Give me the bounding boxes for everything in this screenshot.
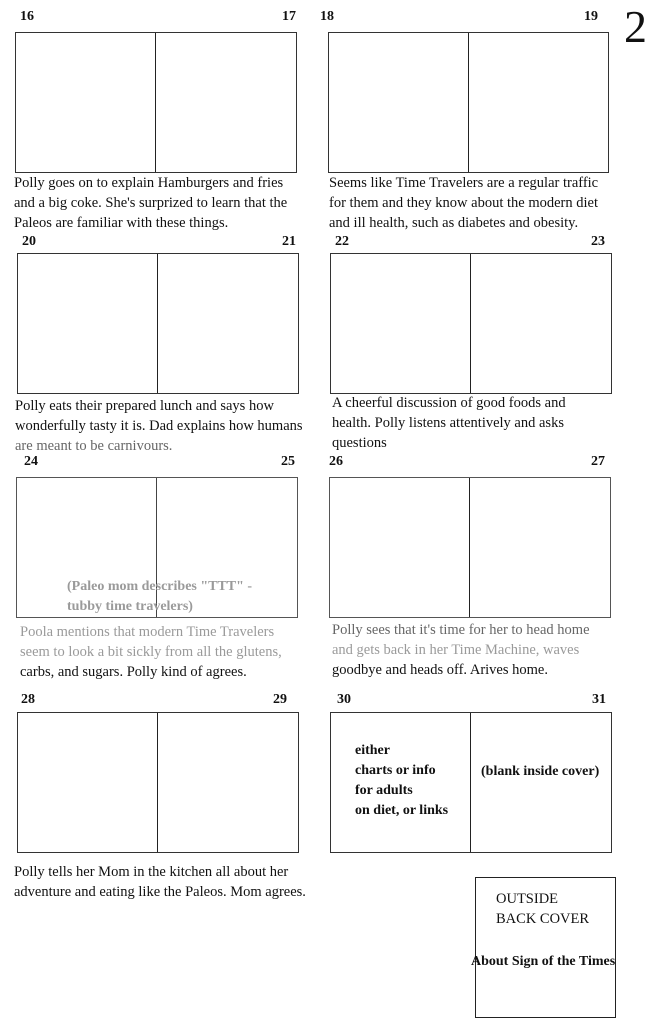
caption-line: Polly tells her Mom in the kitchen all about her xyxy=(14,864,289,880)
spread-22-23 xyxy=(330,253,612,394)
page-number-left: 18 xyxy=(320,9,334,24)
caption-line: Seems like Time Travelers are a regular traffic xyxy=(329,175,599,191)
note-line: tubby time travelers) xyxy=(67,599,193,614)
note-line: charts or info xyxy=(355,763,436,778)
caption-20-21 xyxy=(15,396,303,456)
note-line: either xyxy=(355,743,390,758)
caption-line: adventure and eating like the Paleos. Mom agrees. xyxy=(14,884,306,900)
caption-28-29 xyxy=(14,862,306,902)
caption-line: health. Polly listens attentively and asks xyxy=(332,415,564,431)
caption-26-27 xyxy=(332,620,590,680)
page-divider xyxy=(469,478,470,617)
page-number-left: 30 xyxy=(337,692,351,707)
title-line: OUTSIDE xyxy=(496,891,559,907)
page-divider xyxy=(157,713,158,852)
caption-line: Poola mentions that modern Time Travelers xyxy=(20,624,275,640)
caption-line: A cheerful discussion of good foods and xyxy=(332,395,566,411)
page-number-left: 26 xyxy=(329,454,343,469)
note-line: for adults xyxy=(355,783,413,798)
page-number-right: 31 xyxy=(592,692,606,707)
note-line: (Paleo mom describes "TTT" - xyxy=(67,579,253,594)
back-cover-subtitle: About Sign of the Times xyxy=(471,954,616,969)
caption-22-23 xyxy=(332,393,566,453)
inner-note-24-25 xyxy=(67,577,252,617)
page-number-right: 19 xyxy=(584,9,598,24)
caption-line: Polly goes on to explain Hamburgers and fries xyxy=(14,175,284,191)
spread-26-27 xyxy=(329,477,611,618)
page-divider xyxy=(470,254,471,393)
back-cover-title xyxy=(496,889,589,929)
caption-18-19 xyxy=(329,173,598,233)
caption-line: Paleos are familiar with these things. xyxy=(14,215,229,231)
page-number-left: 28 xyxy=(21,692,35,707)
caption-line: for them and they know about the modern diet xyxy=(329,195,598,211)
note-line: on diet, or links xyxy=(355,803,449,818)
caption-16-17 xyxy=(14,173,287,233)
inside-cover-note: (blank inside cover) xyxy=(481,764,600,779)
caption-line: carbs, and sugars. Polly kind of agrees. xyxy=(20,664,247,680)
sheet-number: 2 xyxy=(624,1,647,52)
page-number-right: 27 xyxy=(591,454,605,469)
caption-line: and a big coke. She's surprized to learn that the xyxy=(14,195,288,211)
caption-line: seem to look a bit sickly from all the glutens, xyxy=(20,644,282,660)
back-matter-note xyxy=(355,741,448,821)
caption-line: Polly eats their prepared lunch and says how xyxy=(15,398,274,414)
caption-line: goodbye and heads off. Arives home. xyxy=(332,662,548,678)
caption-line: Polly sees that it's time for her to head home xyxy=(332,622,590,638)
page-number-left: 20 xyxy=(22,234,36,249)
spread-18-19 xyxy=(328,32,609,173)
caption-line: and gets back in her Time Machine, waves xyxy=(332,642,580,658)
page-number-right: 29 xyxy=(273,692,287,707)
page-number-left: 16 xyxy=(20,9,34,24)
page-divider xyxy=(468,33,469,172)
caption-line: are meant to be carnivours. xyxy=(15,438,173,454)
page-number-right: 17 xyxy=(282,9,296,24)
title-line: BACK COVER xyxy=(496,911,590,927)
page-number-left: 22 xyxy=(335,234,349,249)
page-divider xyxy=(155,33,156,172)
caption-line: wonderfully tasty it is. Dad explains how humans xyxy=(15,418,303,434)
page-divider xyxy=(157,254,158,393)
caption-line: and ill health, such as diabetes and obesity. xyxy=(329,215,579,231)
caption-line: questions xyxy=(332,435,387,451)
page-number-left: 24 xyxy=(24,454,38,469)
page-number-right: 21 xyxy=(282,234,296,249)
spread-20-21 xyxy=(17,253,299,394)
spread-16-17 xyxy=(15,32,297,173)
spread-28-29 xyxy=(17,712,299,853)
page-number-right: 25 xyxy=(281,454,295,469)
page-number-right: 23 xyxy=(591,234,605,249)
caption-24-25 xyxy=(20,622,282,682)
page-divider xyxy=(470,713,471,852)
